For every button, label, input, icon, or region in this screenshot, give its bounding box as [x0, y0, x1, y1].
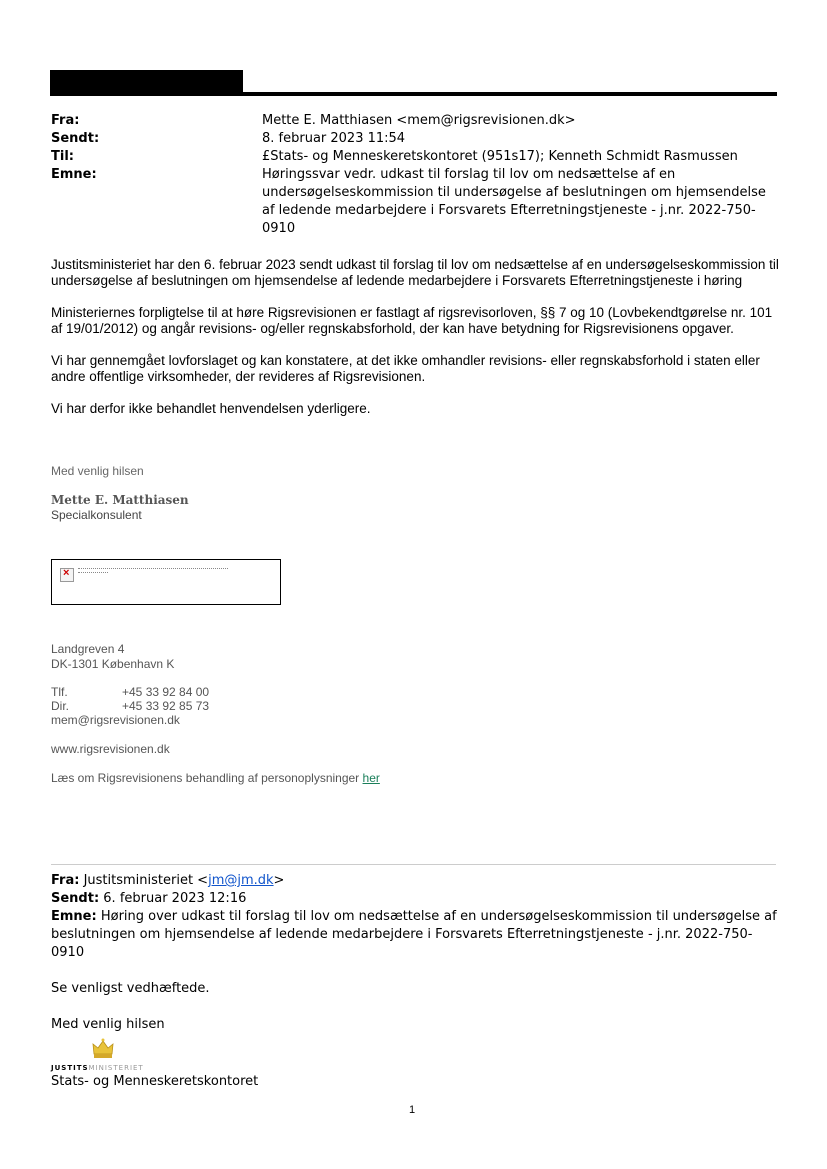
sent-value: 8. februar 2023 11:54 — [262, 131, 406, 146]
from-value: Mette E. Matthiasen <mem@rigsrevisionen.dk> — [262, 113, 576, 128]
address — [51, 642, 174, 672]
to-value: £Stats- og Menneskeretskontoret (951s17); Kenneth Schmidt Rasmussen — [262, 149, 738, 164]
body-paragraph-2: Ministeriernes forpligtelse til at høre Rigsrevisionen er fastlagt af rigsrevisorloven, §§ 7 og 10 (Lovbekendtgørelse nr. 101 af 19/01/2012) og angår revisions- og/eller regnskabsforhold, der kan have betydning for Rigsrevisionens opgaver. — [51, 305, 773, 336]
broken-image-icon: × — [60, 568, 74, 582]
dir-label: Dir. — [51, 699, 69, 713]
fwd-subject-row: Emne: Høring over udkast til forslag til lov om nedsættelse af en undersøgelseskommission til undersøgelse af beslutningen om hjemsendelse af ledende medarbejdere i Forsvarets Efterretningstjeneste - j.nr. 2022-750-0910 — [51, 909, 777, 960]
sent-row — [51, 130, 771, 148]
fwd-sent-label: Sendt: — [51, 891, 100, 906]
privacy-link[interactable]: her — [362, 771, 380, 785]
privacy-text: Læs om Rigsrevisionens behandling af personoplysninger — [51, 771, 363, 785]
body-paragraph-4: Vi har derfor ikke behandlet henvendelsen yderligere. — [51, 401, 371, 416]
header-rule — [50, 92, 777, 96]
fwd-from-email-link[interactable]: jm@jm.dk — [208, 873, 274, 888]
to-label: Til: — [51, 149, 74, 164]
address-line-1: Landgreven 4 — [51, 642, 125, 656]
crown-icon — [91, 1037, 115, 1061]
dir-value: +45 33 92 85 73 — [122, 699, 210, 713]
broken-image-placeholder — [51, 559, 281, 605]
department-name: Stats- og Menneskeretskontoret — [51, 1074, 259, 1089]
forwarded-message — [51, 872, 781, 1034]
fwd-subject-label: Emne: — [51, 909, 97, 924]
fwd-closing: Med venlig hilsen — [51, 1017, 165, 1032]
email-body — [51, 257, 781, 433]
fwd-from-label: Fra: — [51, 873, 80, 888]
sent-label: Sendt: — [51, 131, 100, 146]
email-header — [51, 112, 771, 238]
fwd-from-row: Fra: Justitsministeriet <jm@jm.dk> — [51, 873, 285, 888]
tlf-label: Tlf. — [51, 685, 68, 699]
signature-email: mem@rigsrevisionen.dk — [51, 713, 180, 727]
page-number: 1 — [409, 1104, 416, 1116]
signature-title: Specialkonsulent — [51, 508, 142, 522]
to-row — [51, 148, 771, 166]
from-row — [51, 112, 771, 130]
subject-value: Høringssvar vedr. udkast til forslag til lov om nedsættelse af en undersøgelseskommission til undersøgelse af beslutningen om hjemsendelse af ledende medarbejdere i Forsvarets Efterretningstjeneste - j.nr. 2022-750-0910 — [262, 167, 766, 236]
subject-row — [51, 166, 771, 238]
from-label: Fra: — [51, 113, 80, 128]
signature-name: Mette E. Matthiasen — [51, 493, 189, 507]
tlf-value: +45 33 92 84 00 — [122, 685, 210, 699]
fwd-body: Se venligst vedhæftede. — [51, 981, 210, 996]
body-paragraph-3: Vi har gennemgået lovforslaget og kan konstatere, at det ikke omhandler revisions- eller regnskabsforhold i staten eller andre offentlige virksomheder, der revideres af Rigsrevisionen. — [51, 353, 760, 384]
redaction-bar — [50, 70, 243, 93]
body-paragraph-1: Justitsministeriet har den 6. februar 2023 sendt udkast til forslag til lov om nedsættelse af en undersøgelseskommission til undersøgelse af beslutningen om hjemsendelse af ledende medarbejdere i Forsvarets Efterretningstjeneste i høring — [51, 257, 779, 288]
address-line-2: DK-1301 København K — [51, 657, 175, 671]
privacy-notice — [51, 771, 380, 785]
closing: Med venlig hilsen — [51, 464, 144, 478]
fwd-sent-row: Sendt: 6. februar 2023 12:16 — [51, 891, 247, 906]
forward-separator — [51, 864, 776, 865]
website: www.rigsrevisionen.dk — [51, 742, 170, 756]
subject-label: Emne: — [51, 167, 97, 182]
contact-phones — [51, 685, 209, 727]
